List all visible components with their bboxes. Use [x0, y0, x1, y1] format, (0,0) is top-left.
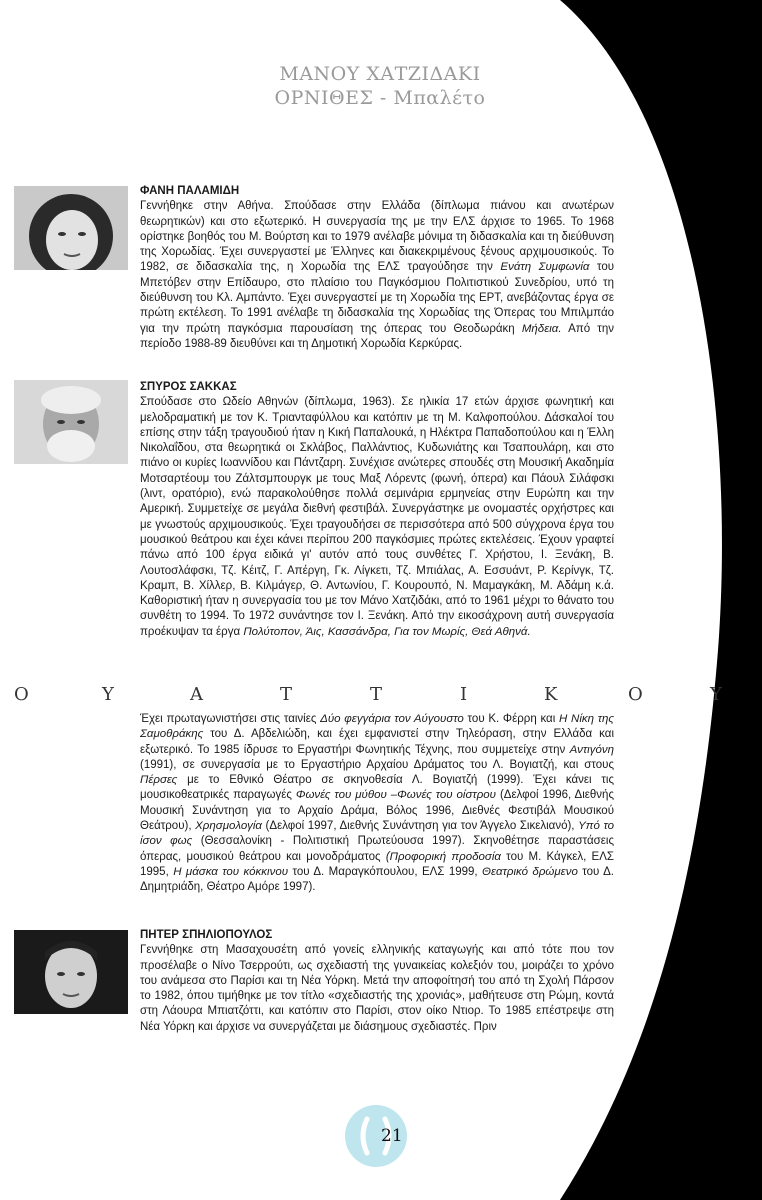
italic-text: Θεατρικό δρώμενο: [482, 865, 578, 878]
bio-text-italic: Μήδεια.: [521, 322, 562, 335]
italic-text: Δύο φεγγάρια τον Αύγουστο: [320, 713, 464, 725]
bio-text-italic: Ενάτη Συμφωνία: [500, 261, 590, 274]
band-letter: Ο: [628, 684, 643, 705]
text: του Κ. Φέρρη και: [463, 713, 559, 725]
header-title: [230, 62, 530, 110]
portrait-icon: [14, 930, 128, 1014]
text: του Μ. Κάγκελ, ΕΛΣ 1995,: [140, 850, 614, 878]
composer-title: ΜΑΝΟΥ ΧΑΤΖΙΔΑΚΙ: [279, 63, 481, 85]
bio-text: Από την περίοδο 1988-89 διευθύνει και τη Δημοτική Χορωδία Κερκύρας.: [140, 322, 614, 350]
band-letter: Τ: [370, 684, 383, 705]
italic-text: Αντιγόνη: [569, 743, 614, 756]
bio-text: Σπούδασε στο Ωδείο Αθηνών (δίπλωμα, 1963). Σε ηλικία 17 ετών άρχισε φωνητική και μελοδραματική με τον Κ. Τριανταφύλλου και κατόπιν με τη Μ. Καλφοπούλου. Δάσκαλοί του επίσης στην τάξη τραγουδιού ήταν η Κική Παπαλουκά, η Ηλέκτρα Παπαδοπούλου και η Έλλη Νικολαΐδου, στα θεωρητικά οι Σκλάβος, Παλλάντιος, Κυδωνιάτης και Τσαπουλάρη, και στο πιάνο οι κυρίες Ιωαννίδου και Πάντζαρη. Συνέχισε ανώτερες σπουδές στη Μουσική Ακαδημία Μοτσαρτέουμ του Ζάλτσμπουργκ με τους Μαξ Λόρεντς (φωνή, όπερα) και Πάουλ Σιλάφσκι (λιντ, ορατόριο), ενώ παρακολούθησε πολλά σεμινάρια ερμηνείας στην Ευρώπη και την Αμερική. Συμμετείχε σε μεγάλα διεθνή φεστιβάλ. Συνεργάστηκε με ονομαστές ορχήστρες και με γνωστούς αρχιμουσικούς. Έχει τραγουδήσει σε περισσότερα από 500 σύγχρονα έργα του μουσικού θεάτρου και έχει κάνει περίπου 200 παγκόσμιες πρώτες εκτελέσεις. Έχουν γραφτεί πάνω από 100 έργα ειδικά γι' αυτόν από τους συνθέτες Γ. Χρήστου, Ι. Ξενάκη, Β. Λουτοσλάφσκι, Τζ. Κέιτζ, Γ. Απέργη, Γκ. Λίγκετι, Τζ. Μπιάλας, Α. Εσσυάντ, Ρ. Κερίνγκ, Τζ. Κραμπ, Β. Χίλλερ, Β. Κιλμάγερ, Θ. Αντωνίου, Γ. Κουρουπό, Ν. Μαμαγκάκη, Μ. Αδάμη κ.ά. Καθοριστική ήταν η συνεργασία του με τον Μάνο Χατζιδάκι, από το 1961 μέχρι το θάνατο του συνθέτη το 1994. Το 1972 συνάντησε τον Ι. Ξενάκη. Από την εικοσάχρονη αυτή συνεργασία προέκυψαν τα έργα: [140, 396, 614, 638]
band-letter: Υ: [710, 684, 722, 705]
bio-text: του Μπετόβεν στην Επίδαυρο, στο πλαίσιο του Παγκόσμιου Πολιτιστικού Συνεδρίου, υπό τη διεύθυνση του Κλ. Αμπάντο. Έχει συνεργαστεί με τη Χορωδία της ΕΡΤ, ανεβάζοντας έργα σε πρώτη εκτέλεση. Το 1991 ανέλαβε τη διδασκαλία της Χορωδίας της Όπερας του Μπιλμπάο για την πρώτη παγκόσμια παρουσίαση της όπερας του Θεοδωράκη: [140, 261, 615, 335]
italic-text: Χρησμολογία: [195, 820, 262, 833]
text: του Δ. Αβδελιώδη, και έχει εμφανιστεί στην Τηλεόραση, στην Ελλάδα και εξωτερικό. Το 1985 ίδρυσε το Εργαστήρι Φωνητικής Τέχνης, που συμμετείχε στην: [140, 728, 614, 756]
italic-text: Υπό το ίσον φως: [140, 820, 614, 848]
bio-sakkas: [140, 380, 614, 640]
italic-text: Φωνές του μύθου –Φωνές του οίστρου: [295, 789, 497, 802]
italic-text: (Προφορική προδοσία: [385, 850, 501, 863]
band-letter: Κ: [544, 684, 558, 705]
portrait-photo-spiliopoulos: [14, 930, 128, 1014]
page-number: 21: [381, 1126, 403, 1146]
text: του Δ. Μαραγκόπουλου, ΕΛΣ 1999,: [288, 865, 483, 878]
bio-sakkas-continuation: [140, 712, 614, 896]
portrait-photo-palamidi: [14, 186, 128, 270]
italic-text: Η Νίκη της Σαμοθράκης: [140, 713, 615, 741]
bio-text-italic: Πολύτοπον, Άις, Κασσάνδρα, Για τον Μωρίς, Θεά Αθηνά.: [243, 625, 531, 638]
band-letter: Ο: [14, 684, 29, 705]
text: με το Εθνικό Θέατρο σε σκηνοθεσία Λ. Βογιατζή (1999). Έχει κάνει τις μουσικοθεατρικές παραγωγές: [140, 774, 614, 802]
text: (Δελφοί 1996, Διεθνής Μουσική Συνάντηση για το Αρχαίο Δράμα, Βόλος 1996, Διεθνές Φεστιβάλ Μουσικού Θεάτρου),: [140, 789, 614, 833]
portrait-icon: [14, 186, 128, 270]
band-letter: Α: [190, 684, 203, 705]
bio-palamidi: [140, 184, 614, 352]
portrait-photo-sakkas: [14, 380, 128, 464]
italic-text: Πέρσες: [140, 774, 178, 787]
bio-text: Γεννήθηκε στη Μασαχουσέτη από γονείς ελληνικής καταγωγής και από τότε που τον προσέλαβε ο Νίνο Τσερρούτι, ως σχεδιαστή της γυναικείας κολεξιόν του, μοιράζει το χρόνο του ανάμεσα στο Παρίσι και τη Νέα Υόρκη. Μετά την αποφοίτησή του από τη Σχολή Πάρσον το 1982, όπου τιμήθηκε με τον τίτλο «σχεδιαστής της χρονιάς», μαθήτευσε στη Ρώμη, κοντά στη Λάουρα Μπιατζόττι, και κατόπιν στο Παρίσι, στον οίκο Ντιορ. Το 1985 επέστρεψε στη Νέα Υόρκη και άρχισε να συνεργάζεται με διάσημους σχεδιαστές. Πριν: [140, 944, 614, 1033]
bio-spiliopoulos: [140, 928, 614, 1035]
band-letter: Υ: [102, 684, 114, 705]
letter-band: [0, 684, 762, 710]
text: Έχει πρωταγωνιστήσει στις ταινίες: [140, 713, 321, 725]
bio-name: ΦΑΝΗ ΠΑΛΑΜΙΔΗ: [140, 185, 240, 197]
band-letter: Ι: [460, 684, 468, 705]
text: του Δ. Δημητριάδη, Θέατρο Αμόρε 1997).: [140, 865, 615, 894]
bio-text: Γεννήθηκε στην Αθήνα. Σπούδασε στην Ελλάδα (δίπλωμα πιάνου και ανωτέρων θεωρητικών) και στο εξωτερικό. Η συνεργασία της με την ΕΛΣ άρχισε το 1965. Το 1968 ορίστηκε βοηθός του Μ. Βούρτση και το 1979 ανέλαβε μόνιμα τη διδασκαλία και τη διεύθυνση της Χορωδίας. Έχει συνεργαστεί με Έλληνες και διακεκριμένους ξένους αρχιμουσικούς. Το 1982, σε διδασκαλία της, η Χορωδία της ΕΛΣ τραγούδησε την: [140, 200, 614, 274]
text: (Δελφοί 1997, Διεθνής Συνάντηση για τον Άγγελο Σικελιανό),: [261, 820, 579, 833]
bio-name: ΠΗΤΕΡ ΣΠΗΛΙΟΠΟΥΛΟΣ: [140, 929, 273, 941]
text: (Θεσσαλονίκη - Πολιτιστική Πρωτεύουσα 1997). Σκηνοθέτησε παραστάσεις όπερας, μουσικού θεάτρου και μονοδράματος: [140, 835, 614, 863]
work-title: ΟΡΝΙΘΕΣ - Μπαλέτο: [274, 87, 486, 109]
band-letter: Τ: [280, 684, 293, 705]
text: (1991), σε συνεργασία με το Εργαστήριο Αρχαίου Δράματος του Λ. Βογιατζή, και στους: [140, 758, 614, 771]
bio-name: ΣΠΥΡΟΣ ΣΑΚΚΑΣ: [140, 381, 237, 393]
italic-text: Η μάσκα του κόκκινου: [173, 865, 289, 878]
portrait-icon: [14, 380, 128, 464]
